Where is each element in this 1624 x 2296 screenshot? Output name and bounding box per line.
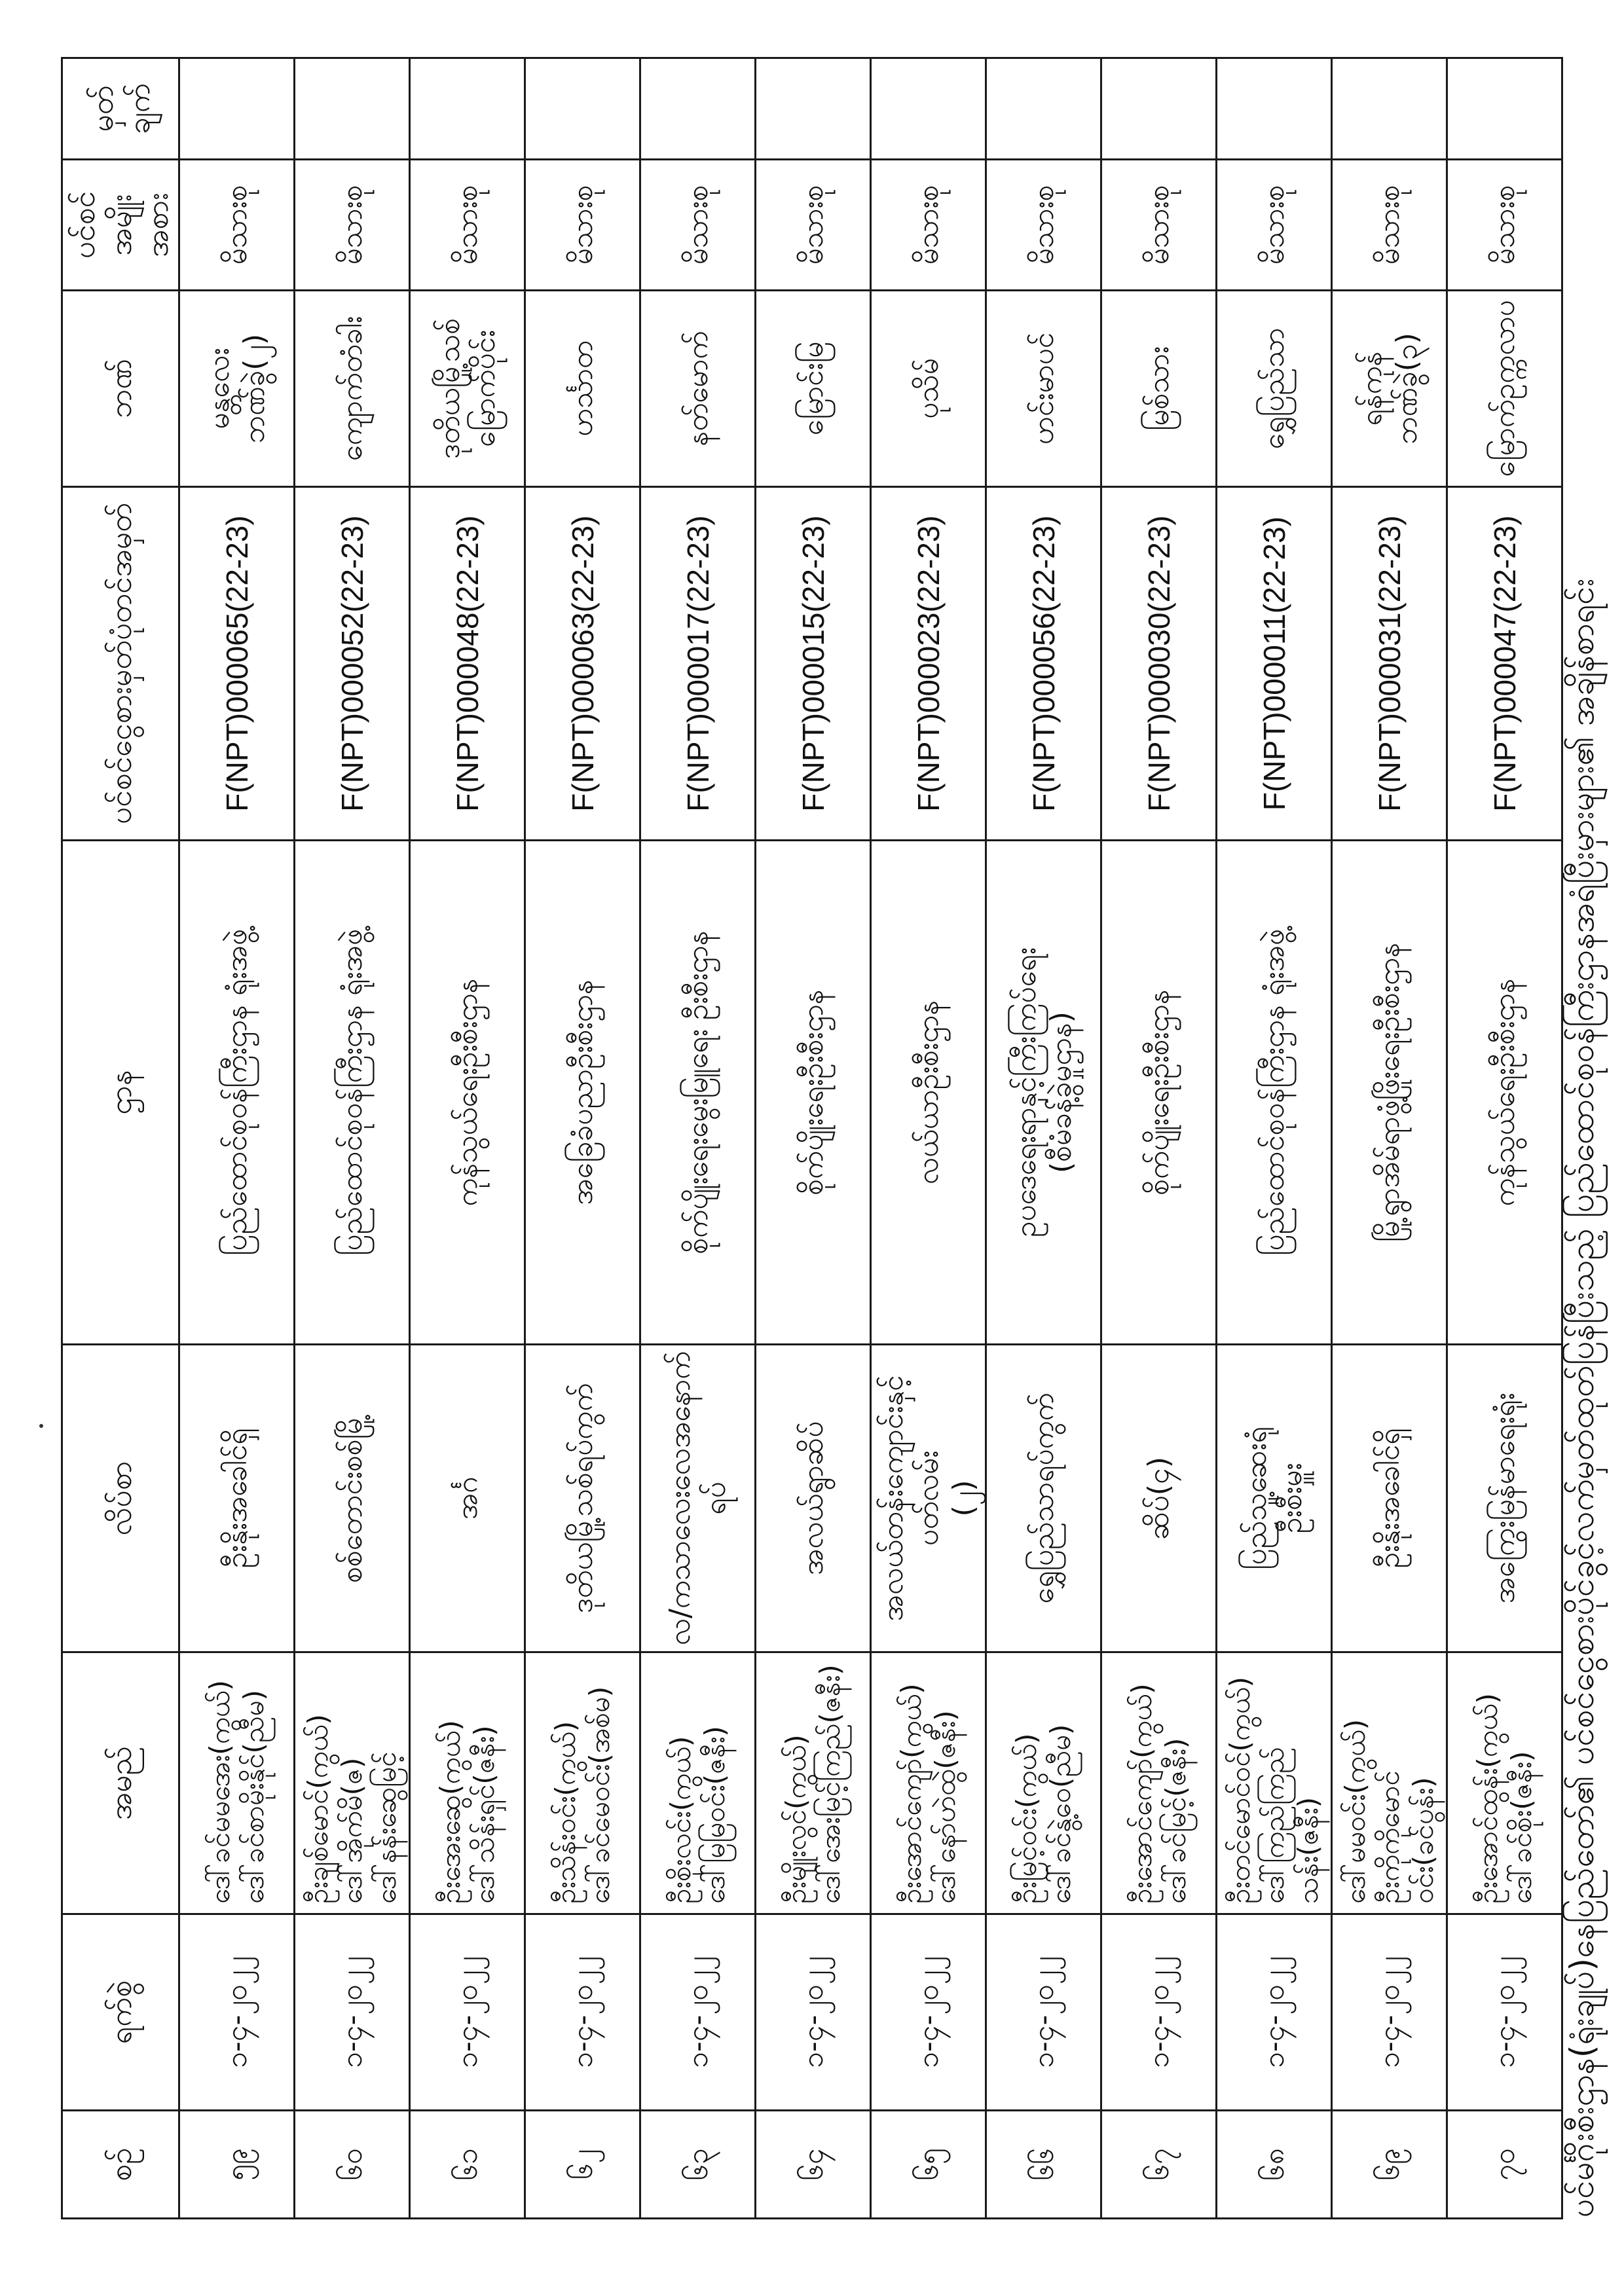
row-address-line: ပြည်သူ့ဆေးရုံ: [1239, 1427, 1273, 1570]
row-name-line: ဦးအောင်ကျော်(ကွယ်): [1125, 1683, 1158, 1904]
row-department: [1332, 841, 1447, 1345]
row-name-line: ဒေါ်ခင်နွဲ့ဝေ(ညီမ): [1044, 1724, 1077, 1904]
row-name: [295, 1652, 410, 1914]
row-department-line: လယ်ယာဦးစီးဌာန: [911, 1000, 945, 1185]
row-name-line: ဒေါ်နန်းဆွေမြင့်: [369, 1751, 402, 1904]
row-name-line: ဦးအောင်ထွန်း(ကွယ်): [1471, 1693, 1504, 1904]
row-department-line: ကုန်သွယ်ရေးဦးစီးဌာန: [450, 978, 484, 1207]
row-name-line: ဒေါ်အိုက်မိ(ဇ): [335, 1757, 368, 1904]
row-department: [1101, 841, 1217, 1345]
row-date: ၁-၄-၂၀၂၂: [1447, 1914, 1562, 2111]
row-address-line: အလယ်တန်းကျောင်းနှင့် ပတ်လမ်း: [876, 1375, 945, 1622]
row-department: [1217, 841, 1332, 1345]
row-address-line: အင်္ဂ: [450, 1476, 484, 1520]
table-row: [1447, 58, 1562, 2219]
row-name-line: ဒေါ်နော်ဟဲထွဲ(ဇနီး): [929, 1710, 961, 1904]
row-name: [986, 1652, 1101, 1914]
row-name: [410, 1652, 525, 1914]
row-name-line: ဒေါ်ခင်မေဝင်း(အစ်မ): [583, 1686, 616, 1904]
header-date: ရက်စွဲ: [62, 1914, 179, 2111]
row-bank-line: ဟင်္သာတ: [565, 340, 599, 437]
table-row: [525, 58, 640, 2219]
row-date: ၁-၄-၂၀၂၂: [525, 1914, 640, 2111]
table-row: [1332, 58, 1447, 2219]
row-department-line: ပြည်ထောင်စုဝန်ကြီးဌာန ရုံးအဖွဲ့: [1257, 928, 1291, 1256]
row-date: ၁-၄-၂၀၂၂: [1101, 1914, 1217, 2111]
row-address-line: ဦးနိုးအခေါင်ရှိ: [219, 1428, 253, 1569]
row-date: ၁-၄-၂၀၂၂: [640, 1914, 756, 2111]
row-name-line: ဒေါ်မြမြဝင်း(ဇနီး): [698, 1726, 731, 1904]
row-number: ၆၀: [295, 2111, 410, 2219]
row-name-line: ဦးအောင်ကျော်(ကွယ်): [895, 1683, 927, 1904]
row-address-line: ရွှေပြည်သာရပ်ကွက်: [1026, 1393, 1060, 1604]
row-date: ၁-၄-၂၀၂၂: [871, 1914, 986, 2111]
row-department: [1447, 841, 1562, 1345]
row-pension-type: မိသားစု: [640, 160, 756, 291]
row-date: ၁-၄-၂၀၂၂: [179, 1914, 295, 2111]
row-address: [525, 1345, 640, 1652]
row-bank-line: ဘဏ်ခွဲ(၃): [1390, 333, 1424, 445]
row-pension-type: မိသားစု: [756, 160, 871, 291]
row-name-line: ဒေါ်ခင်စာမိုးနိုင်(ညီမ): [237, 1690, 270, 1904]
row-number: ၆၂: [525, 2111, 640, 2219]
row-date: ၁-၄-၂၀၂၂: [756, 1914, 871, 2111]
row-pension-code: F(NPT)000047(22-23): [1447, 487, 1562, 841]
row-pension-code: F(NPT)000065(22-23): [179, 487, 295, 841]
row-pension-type: မိသားစု: [871, 160, 986, 291]
row-name: [1332, 1652, 1447, 1914]
row-name-line: ဦးစိုးလင်း(ကွယ်): [664, 1736, 697, 1904]
table-row: [986, 58, 1101, 2219]
row-bank: [1332, 291, 1447, 487]
row-date: ၁-၄-၂၀၂၂: [295, 1914, 410, 2111]
row-number: ၆၉: [1332, 2111, 1447, 2219]
row-number: ၆၈: [1217, 2111, 1332, 2219]
row-pension-code: F(NPT)000056(22-23): [986, 487, 1101, 841]
row-address-line: ဆိပ်(၄): [1141, 1457, 1175, 1540]
row-date: ၁-၄-၂၀၂၂: [986, 1914, 1101, 2111]
table-body: [179, 58, 1562, 2219]
row-name-line: ဦးမြင့်ဝင်း(ကွယ်): [1010, 1733, 1043, 1904]
row-date: ၁-၄-၂၀၂၂: [1217, 1914, 1332, 2111]
row-remarks: [295, 58, 410, 160]
row-pension-type: မိသားစု: [1101, 160, 1217, 291]
row-department: [525, 841, 640, 1345]
header-name: အမည်: [62, 1652, 179, 1914]
row-department-line: စိုက်ပျိုးရေးဦးစီးဌာန: [1141, 989, 1175, 1195]
row-department: [410, 841, 525, 1345]
table-row: [410, 58, 525, 2219]
row-pension-type: မိသားစု: [1447, 160, 1562, 291]
row-pension-code: F(NPT)000052(22-23): [295, 487, 410, 841]
row-address: [295, 1345, 410, 1652]
row-department: [986, 841, 1101, 1345]
row-remarks: [640, 58, 756, 160]
row-bank: [640, 291, 756, 487]
row-bank: [525, 291, 640, 487]
row-address: [1217, 1345, 1332, 1652]
row-name: [1447, 1652, 1562, 1914]
row-name: [525, 1652, 640, 1914]
row-remarks: [1447, 58, 1562, 160]
row-number: ၆၆: [986, 2111, 1101, 2219]
header-no: စဉ်: [62, 2111, 179, 2219]
row-bank: [1447, 291, 1562, 487]
row-address: [756, 1345, 871, 1652]
row-pension-type: မိသားစု: [525, 160, 640, 291]
row-department: [295, 841, 410, 1345]
table-row: [756, 58, 871, 2219]
row-pension-type: မိသားစု: [295, 160, 410, 291]
row-number: ၆၇: [1101, 2111, 1217, 2219]
row-address-line: အကြွေးမြန်မာရေးရုံး: [1487, 1393, 1521, 1604]
row-name-line: ဦးချစ်မောင်(ကွယ်): [301, 1714, 334, 1904]
row-address: [179, 1345, 295, 1652]
row-address: [986, 1345, 1101, 1652]
row-remarks: [1332, 58, 1447, 160]
row-address-line: အလယ်ရွာဆိပ်: [796, 1421, 830, 1576]
row-name-line: ဒေါ်မမဝင်း(ကွယ်): [1338, 1719, 1371, 1904]
row-pension-code: F(NPT)000011(22-23): [1217, 487, 1332, 841]
row-bank-line: ရွှေပြည်သာ: [1257, 327, 1291, 450]
row-bank-line: ဘဏ်ခွဲ(၂): [237, 333, 271, 444]
row-bank-line: နတ်မောက်: [680, 331, 714, 446]
row-remarks: [410, 58, 525, 160]
row-department: [640, 841, 756, 1345]
row-pension-type: မိသားစု: [1217, 160, 1332, 291]
row-address: [871, 1345, 986, 1652]
table-row: [1101, 58, 1217, 2219]
row-pension-code: F(NPT)000030(22-23): [1101, 487, 1217, 841]
document-title: ပင်မင်္ဂိုးစီးဌာန(ရုံးချုပ်)နေပြည်တော်၏ ပင်စင်ငွေစားပိုင်ခွင့်လက်မှတ်ထုတ်ပြန်ပြီးသည့် ပြည်ထောင်စုဝန်ကြီးဌာနအရံပြီးမှားများ၏ အချိန်စာရင်း: [1563, 578, 1601, 2217]
row-number: ၆၄: [756, 2111, 871, 2219]
row-remarks: [986, 58, 1101, 160]
row-date: ၁-၄-၂၀၂၂: [410, 1914, 525, 2111]
row-pension-code: F(NPT)000031(22-23): [1332, 487, 1447, 841]
table-row: [871, 58, 986, 2219]
row-bank: [179, 291, 295, 487]
header-pension-type: ပင်စင် အမျိုးအစား: [62, 160, 179, 291]
header-remarks: မှတ် ချက်: [62, 58, 179, 160]
row-department-line: ပြည်ထောင်စုဝန်ကြီးဌာန ရုံးအဖွဲ့: [335, 928, 369, 1256]
row-bank: [295, 291, 410, 487]
row-name-line: ဒေါ်ခင်မမအေး(ကွယ်): [203, 1680, 236, 1904]
row-name-line: ဒေါ်ခင်စိုး(ဇနီး): [1505, 1751, 1538, 1904]
row-bank: [1217, 291, 1332, 487]
row-bank-line: ဟင်းမာပင်: [1026, 332, 1060, 445]
row-pension-type: မိသားစု: [179, 160, 295, 291]
row-department-line: အခြေခံပညာဦးစီးဌာန: [565, 979, 599, 1205]
row-pension-code: F(NPT)000023(22-23): [871, 487, 986, 841]
row-pension-code: F(NPT)000063(22-23): [525, 487, 640, 841]
row-address: [1332, 1345, 1447, 1652]
table-row: [179, 58, 295, 2219]
row-date: ၁-၄-၂၀၂၂: [1332, 1914, 1447, 2111]
row-number: ၆၁: [410, 2111, 525, 2219]
row-name-line: ဦးမျိုးလွင်(ကွယ်): [779, 1734, 812, 1904]
row-remarks: [1217, 58, 1332, 160]
row-bank-line: ရန်ကုန်: [1354, 351, 1388, 426]
row-bank-line: မန္တလေး: [202, 348, 236, 429]
row-number: ၆၃: [640, 2111, 756, 2219]
row-name: [871, 1652, 986, 1914]
row-name-line: ဒေါ်ကြည်ကြည်သန်း(ဇနီး): [1257, 1747, 1324, 1904]
row-bank-line: ပုသိမ်: [911, 358, 945, 419]
row-address-line: ဦးနိုးအခေါင်ရှိ: [1372, 1428, 1406, 1569]
row-name-line: ဒေါ်သိန်းရှင်(ဇနီး): [468, 1725, 500, 1904]
pension-table: [61, 57, 1563, 2219]
table-row: [295, 58, 410, 2219]
row-department-line: (စီမံခန့်ခွဲမှုဌာန): [1044, 1011, 1078, 1173]
row-name-line: ဦးတင်မောင်ဝင်(ကွယ်): [1223, 1676, 1256, 1904]
row-address-line: စစ်တောင်းစစ်မြို့: [335, 1413, 369, 1583]
row-pension-code: F(NPT)000048(22-23): [410, 487, 525, 841]
row-remarks: [1101, 58, 1217, 160]
row-name-line: ဒေါ်ခင်မြင့်(ဇနီး): [1159, 1738, 1192, 1904]
row-bank-line: မြောက်ပိုင်း: [468, 329, 502, 448]
row-bank-line: ဒုတိယမြို့သစ်: [432, 318, 466, 460]
row-department-line: မြို့ရွာအိမ်ရာဖွံ့ဖြိုးရေးဦးစီးဌာန: [1372, 942, 1406, 1243]
header-row: [62, 58, 179, 2219]
row-bank: [986, 291, 1101, 487]
row-bank: [410, 291, 525, 487]
row-number: ၇၀: [1447, 2111, 1562, 2219]
row-remarks: [756, 58, 871, 160]
row-bank: [756, 291, 871, 487]
table-row: [1217, 58, 1332, 2219]
row-department: [179, 841, 295, 1345]
row-name: [1217, 1652, 1332, 1914]
row-bank-line: မြောက်ဥက္ကလာပ: [1487, 300, 1521, 477]
row-address: [1447, 1345, 1562, 1652]
row-bank-line: ကျောက်တံခါး: [335, 316, 369, 462]
row-pension-code: F(NPT)000017(22-23): [640, 487, 756, 841]
row-name-line: ဒေါ်အေးမြင့်ကြည်(ဇနီး): [813, 1664, 846, 1904]
row-address-line: (၂): [946, 1480, 980, 1517]
row-address-line: လ/ကသာလေးလေအနောက်ရပ်: [663, 1351, 732, 1646]
row-name-line: ဦးကိုကိုမောင်ဝင်း(ခင်ပွန်း): [1373, 1770, 1439, 1904]
row-pension-type: မိသားစု: [410, 160, 525, 291]
row-address: [410, 1345, 525, 1652]
row-name: [640, 1652, 756, 1914]
header-pension-code: ပင်စင်ငွေစားမှတ်ပုံတင်အမှတ်: [62, 487, 179, 841]
row-bank: [871, 291, 986, 487]
row-department: [871, 841, 986, 1345]
row-name-line: ဦးအေးဆွေ(ကွယ်): [434, 1720, 466, 1904]
row-bank-line: မြစ်သား: [1141, 346, 1175, 431]
header-bank: ဘဏ်: [62, 291, 179, 487]
row-department-line: ဥပဒေရေးရာနှင့်ကြီးကြပ်ရေး: [1008, 947, 1043, 1237]
row-remarks: [179, 58, 295, 160]
row-name-line: ဦးသိန်းဝင်း(ကွယ်): [549, 1721, 581, 1904]
row-pension-code: F(NPT)000015(22-23): [756, 487, 871, 841]
row-name: [179, 1652, 295, 1914]
row-department-line: စိုက်ပျိုးရေးမွေးမြူရေး ဦးစီးဌာန: [680, 930, 714, 1254]
row-pension-type: မိသားစု: [986, 160, 1101, 291]
row-department-line: စိုက်ပျိုးရေးဦးစီးဌာန: [796, 989, 830, 1195]
row-remarks: [871, 58, 986, 160]
row-number: ၆၅: [871, 2111, 986, 2219]
row-number: ၅၉: [179, 2111, 295, 2219]
row-department-line: ပြည်ထောင်စုဝန်ကြီးဌာန ရုံးအဖွဲ့: [219, 928, 253, 1256]
row-bank: [1101, 291, 1217, 487]
table-row: [640, 58, 756, 2219]
row-department-line: ကုန်သွယ်ရေးဦးစီးဌာန: [1487, 978, 1521, 1207]
row-address-line: ဒုတိယမြို့သစ်ရပ်ကွက်: [565, 1383, 599, 1614]
row-address-line: ဦးစီးမှူး: [1274, 1463, 1308, 1534]
row-remarks: [525, 58, 640, 160]
header-address: လိပ်စာ: [62, 1345, 179, 1652]
row-address: [1101, 1345, 1217, 1652]
row-department: [756, 841, 871, 1345]
row-pension-type: မိသားစု: [1332, 160, 1447, 291]
row-name: [1101, 1652, 1217, 1914]
header-department: ဌာန: [62, 841, 179, 1345]
row-name: [756, 1652, 871, 1914]
row-bank-line: မြောင်းမြ: [796, 341, 830, 436]
row-address: [640, 1345, 756, 1652]
